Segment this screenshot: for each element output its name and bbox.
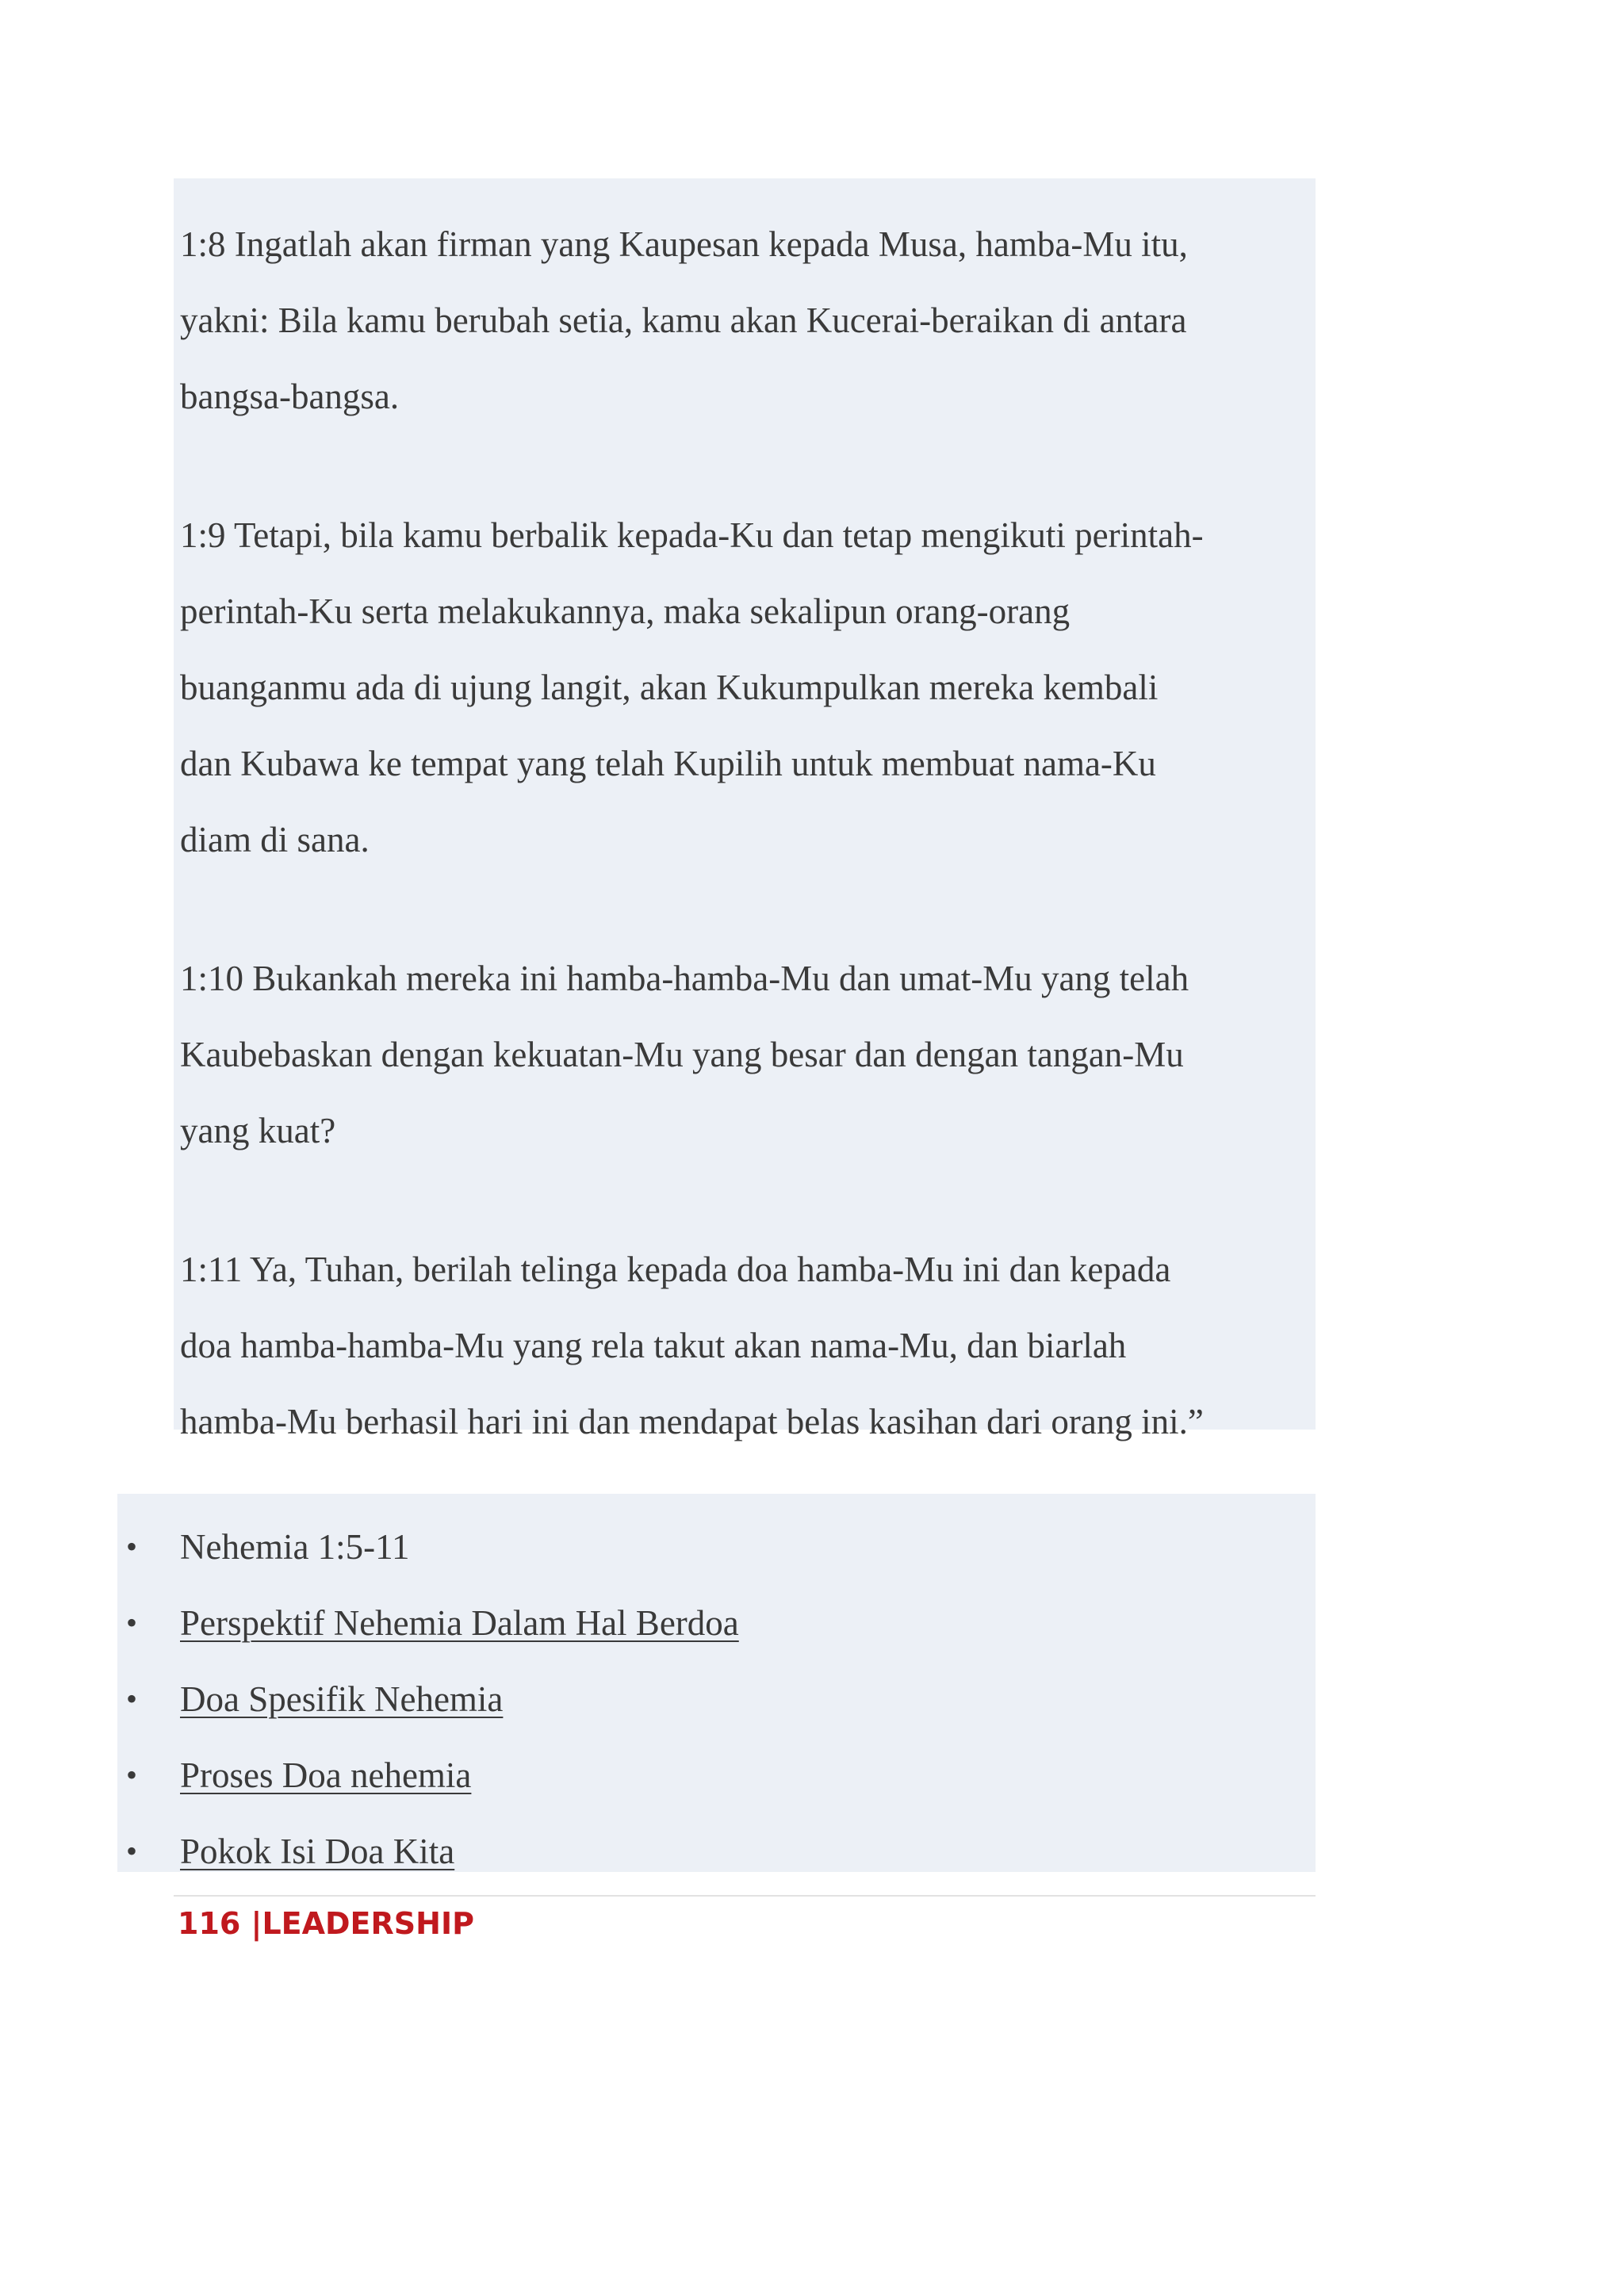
footer-section-title: LEADERSHIP <box>262 1906 474 1941</box>
verse-line: perintah-Ku serta melakukannya, maka sekalipun orang-orang <box>180 591 1071 631</box>
link-proses-doa-nehemia[interactable]: Proses Doa nehemia <box>180 1755 472 1795</box>
verse-line: doa hamba-hamba-Mu yang rela takut akan nama-Mu, dan biarlah <box>180 1326 1127 1365</box>
verse-line: Kaubebaskan dengan kekuatan-Mu yang besar dan dengan tangan-Mu <box>180 1035 1184 1074</box>
verse-line: 1:8 Ingatlah akan firman yang Kaupesan kepada Musa, hamba-Mu itu, <box>180 224 1188 264</box>
verse-line: 1:9 Tetapi, bila kamu berbalik kepada-Ku dan tetap mengikuti perintah- <box>180 515 1204 555</box>
bullet-icon: • <box>126 1529 138 1564</box>
bullet-icon: • <box>126 1681 138 1717</box>
verse-line: dan Kubawa ke tempat yang telah Kupilih untuk membuat nama-Ku <box>180 744 1156 783</box>
bullet-icon: • <box>126 1605 138 1640</box>
list-item <box>117 1813 1316 1889</box>
bullet-icon: • <box>126 1757 138 1793</box>
verse-line: buanganmu ada di ujung langit, akan Kukumpulkan mereka kembali <box>180 668 1159 707</box>
verse-1-9 <box>180 497 1309 878</box>
verse-1-10 <box>180 940 1309 1169</box>
list-item <box>117 1585 1316 1661</box>
verse-block <box>174 178 1316 1441</box>
verse-line: diam di sana. <box>180 820 370 859</box>
verse-line: bangsa-bangsa. <box>180 377 400 416</box>
verse-line: yang kuat? <box>180 1111 336 1150</box>
verse-1-11 <box>180 1231 1309 1460</box>
footer-divider <box>174 1895 1316 1897</box>
verse-1-8 <box>180 206 1309 434</box>
page-number: 116 <box>178 1906 241 1941</box>
verse-line: 1:10 Bukankah mereka ini hamba-hamba-Mu dan umat-Mu yang telah <box>180 959 1189 998</box>
link-perspektif-nehemia[interactable]: Perspektif Nehemia Dalam Hal Berdoa <box>180 1603 739 1643</box>
page-footer <box>178 1901 474 1946</box>
footer-separator: | <box>240 1906 262 1941</box>
verse-line: yakni: Bila kamu berubah setia, kamu akan Kucerai-beraikan di antara <box>180 301 1187 340</box>
list-item-label: Nehemia 1:5-11 <box>180 1527 410 1567</box>
list-item <box>117 1509 1316 1585</box>
related-list <box>117 1494 1316 1872</box>
link-pokok-isi-doa[interactable]: Pokok Isi Doa Kita <box>180 1832 455 1871</box>
list-item <box>117 1737 1316 1813</box>
verse-line: 1:11 Ya, Tuhan, berilah telinga kepada doa hamba-Mu ini dan kepada <box>180 1250 1171 1289</box>
verse-line: hamba-Mu berhasil hari ini dan mendapat belas kasihan dari orang ini.” <box>180 1402 1204 1441</box>
bullet-icon: • <box>126 1833 138 1869</box>
list-item <box>117 1661 1316 1737</box>
link-doa-spesifik-nehemia[interactable]: Doa Spesifik Nehemia <box>180 1679 504 1719</box>
